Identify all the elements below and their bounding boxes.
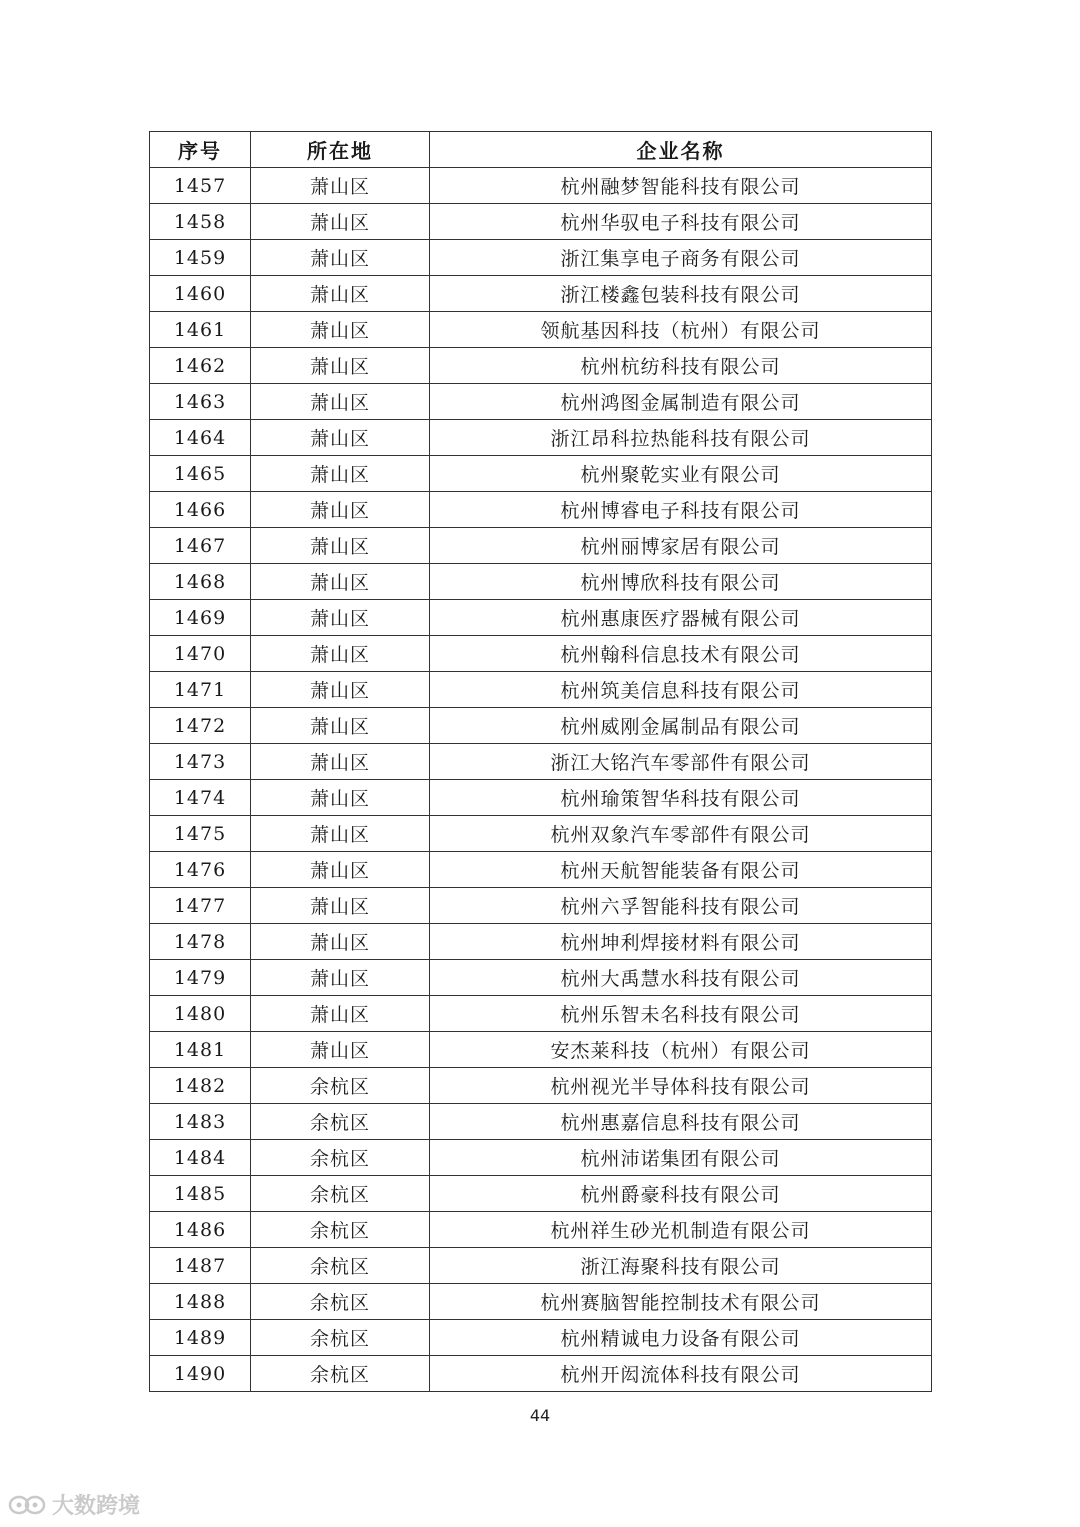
- row-company-name: 杭州杭纺科技有限公司: [430, 348, 932, 384]
- table-row: [150, 240, 932, 276]
- row-location: 余杭区: [251, 1320, 430, 1356]
- row-location: 萧山区: [251, 996, 430, 1032]
- watermark: [8, 1489, 140, 1520]
- row-index: 1460: [150, 276, 251, 312]
- row-index: 1457: [150, 168, 251, 204]
- table-row: [150, 420, 932, 456]
- row-location: 萧山区: [251, 888, 430, 924]
- table-row: [150, 636, 932, 672]
- row-company-name: 杭州华驭电子科技有限公司: [430, 204, 932, 240]
- row-location: 余杭区: [251, 1212, 430, 1248]
- row-location: 余杭区: [251, 1356, 430, 1392]
- row-company-name: 杭州丽博家居有限公司: [430, 528, 932, 564]
- row-index: 1483: [150, 1104, 251, 1140]
- row-index: 1488: [150, 1284, 251, 1320]
- table-row: [150, 672, 932, 708]
- row-index: 1482: [150, 1068, 251, 1104]
- row-company-name: 杭州威刚金属制品有限公司: [430, 708, 932, 744]
- row-company-name: 杭州开闳流体科技有限公司: [430, 1356, 932, 1392]
- table-row: [150, 1284, 932, 1320]
- table-row: [150, 528, 932, 564]
- row-company-name: 杭州沛诺集团有限公司: [430, 1140, 932, 1176]
- row-company-name: 杭州乐智未名科技有限公司: [430, 996, 932, 1032]
- header-row: [150, 132, 932, 168]
- row-location: 萧山区: [251, 492, 430, 528]
- row-index: 1464: [150, 420, 251, 456]
- row-company-name: 杭州视光半导体科技有限公司: [430, 1068, 932, 1104]
- table-row: [150, 1068, 932, 1104]
- row-index: 1490: [150, 1356, 251, 1392]
- row-location: 萧山区: [251, 204, 430, 240]
- table-row: [150, 384, 932, 420]
- table-row: [150, 1176, 932, 1212]
- row-index: 1485: [150, 1176, 251, 1212]
- row-location: 余杭区: [251, 1140, 430, 1176]
- row-location: 萧山区: [251, 384, 430, 420]
- row-index: 1476: [150, 852, 251, 888]
- row-location: 萧山区: [251, 924, 430, 960]
- row-location: 萧山区: [251, 960, 430, 996]
- table-row: [150, 1032, 932, 1068]
- row-location: 萧山区: [251, 636, 430, 672]
- row-location: 余杭区: [251, 1176, 430, 1212]
- row-location: 余杭区: [251, 1284, 430, 1320]
- row-index: 1472: [150, 708, 251, 744]
- row-index: 1486: [150, 1212, 251, 1248]
- row-company-name: 杭州天航智能装备有限公司: [430, 852, 932, 888]
- row-company-name: 杭州瑜策智华科技有限公司: [430, 780, 932, 816]
- table-row: [150, 312, 932, 348]
- table-row: [150, 1104, 932, 1140]
- row-index: 1481: [150, 1032, 251, 1068]
- table-row: [150, 348, 932, 384]
- row-index: 1474: [150, 780, 251, 816]
- row-company-name: 杭州鸿图金属制造有限公司: [430, 384, 932, 420]
- table-row: [150, 924, 932, 960]
- row-company-name: 浙江昂科拉热能科技有限公司: [430, 420, 932, 456]
- table-row: [150, 960, 932, 996]
- company-table: [149, 131, 932, 1392]
- row-location: 萧山区: [251, 744, 430, 780]
- row-location: 余杭区: [251, 1104, 430, 1140]
- watermark-logo-icon: [8, 1494, 48, 1516]
- row-company-name: 杭州融梦智能科技有限公司: [430, 168, 932, 204]
- table-row: [150, 204, 932, 240]
- row-index: 1471: [150, 672, 251, 708]
- row-index: 1463: [150, 384, 251, 420]
- table-row: [150, 852, 932, 888]
- row-company-name: 杭州博睿电子科技有限公司: [430, 492, 932, 528]
- table-row: [150, 1320, 932, 1356]
- row-company-name: 杭州惠嘉信息科技有限公司: [430, 1104, 932, 1140]
- row-location: 萧山区: [251, 672, 430, 708]
- row-company-name: 杭州聚乾实业有限公司: [430, 456, 932, 492]
- row-location: 余杭区: [251, 1068, 430, 1104]
- row-company-name: 浙江楼鑫包装科技有限公司: [430, 276, 932, 312]
- table-row: [150, 564, 932, 600]
- header-index: 序号: [150, 132, 251, 168]
- row-index: 1468: [150, 564, 251, 600]
- table-row: [150, 1140, 932, 1176]
- row-location: 萧山区: [251, 816, 430, 852]
- row-company-name: 浙江大铭汽车零部件有限公司: [430, 744, 932, 780]
- row-location: 萧山区: [251, 276, 430, 312]
- table-row: [150, 600, 932, 636]
- row-location: 萧山区: [251, 780, 430, 816]
- row-location: 萧山区: [251, 420, 430, 456]
- row-company-name: 杭州赛脑智能控制技术有限公司: [430, 1284, 932, 1320]
- row-company-name: 杭州六孚智能科技有限公司: [430, 888, 932, 924]
- row-company-name: 杭州博欣科技有限公司: [430, 564, 932, 600]
- table-row: [150, 780, 932, 816]
- row-location: 萧山区: [251, 708, 430, 744]
- watermark-text: 大数跨境: [52, 1494, 141, 1519]
- row-company-name: 杭州大禹慧水科技有限公司: [430, 960, 932, 996]
- row-location: 萧山区: [251, 312, 430, 348]
- table-row: [150, 708, 932, 744]
- row-index: 1484: [150, 1140, 251, 1176]
- table-row: [150, 1356, 932, 1392]
- row-company-name: 杭州惠康医疗器械有限公司: [430, 600, 932, 636]
- row-index: 1480: [150, 996, 251, 1032]
- row-index: 1487: [150, 1248, 251, 1284]
- table-row: [150, 168, 932, 204]
- table-body: [150, 168, 932, 1392]
- row-company-name: 安杰莱科技（杭州）有限公司: [430, 1032, 932, 1068]
- page-number: 44: [529, 1406, 551, 1425]
- row-index: 1461: [150, 312, 251, 348]
- row-index: 1459: [150, 240, 251, 276]
- row-location: 萧山区: [251, 528, 430, 564]
- table-row: [150, 888, 932, 924]
- row-index: 1473: [150, 744, 251, 780]
- row-company-name: 浙江集享电子商务有限公司: [430, 240, 932, 276]
- row-location: 萧山区: [251, 600, 430, 636]
- row-location: 萧山区: [251, 564, 430, 600]
- table-row: [150, 1212, 932, 1248]
- row-location: 萧山区: [251, 348, 430, 384]
- row-index: 1462: [150, 348, 251, 384]
- row-index: 1489: [150, 1320, 251, 1356]
- table-row: [150, 492, 932, 528]
- table-row: [150, 744, 932, 780]
- row-index: 1469: [150, 600, 251, 636]
- row-location: 萧山区: [251, 456, 430, 492]
- row-index: 1467: [150, 528, 251, 564]
- row-index: 1465: [150, 456, 251, 492]
- row-index: 1475: [150, 816, 251, 852]
- row-company-name: 杭州祥生砂光机制造有限公司: [430, 1212, 932, 1248]
- table-row: [150, 276, 932, 312]
- row-company-name: 领航基因科技（杭州）有限公司: [430, 312, 932, 348]
- row-location: 萧山区: [251, 240, 430, 276]
- table-row: [150, 1248, 932, 1284]
- row-company-name: 杭州双象汽车零部件有限公司: [430, 816, 932, 852]
- row-location: 萧山区: [251, 1032, 430, 1068]
- row-index: 1466: [150, 492, 251, 528]
- row-index: 1478: [150, 924, 251, 960]
- table-row: [150, 816, 932, 852]
- row-company-name: 浙江海聚科技有限公司: [430, 1248, 932, 1284]
- row-company-name: 杭州精诚电力设备有限公司: [430, 1320, 932, 1356]
- header-company-name: 企业名称: [430, 132, 932, 168]
- header-location: 所在地: [251, 132, 430, 168]
- table-header: [150, 132, 932, 168]
- row-index: 1477: [150, 888, 251, 924]
- row-location: 余杭区: [251, 1248, 430, 1284]
- table-row: [150, 456, 932, 492]
- row-company-name: 杭州翰科信息技术有限公司: [430, 636, 932, 672]
- row-location: 萧山区: [251, 852, 430, 888]
- row-location: 萧山区: [251, 168, 430, 204]
- row-company-name: 杭州爵豪科技有限公司: [430, 1176, 932, 1212]
- row-company-name: 杭州坤利焊接材料有限公司: [430, 924, 932, 960]
- row-company-name: 杭州筑美信息科技有限公司: [430, 672, 932, 708]
- row-index: 1470: [150, 636, 251, 672]
- table-row: [150, 996, 932, 1032]
- row-index: 1479: [150, 960, 251, 996]
- row-index: 1458: [150, 204, 251, 240]
